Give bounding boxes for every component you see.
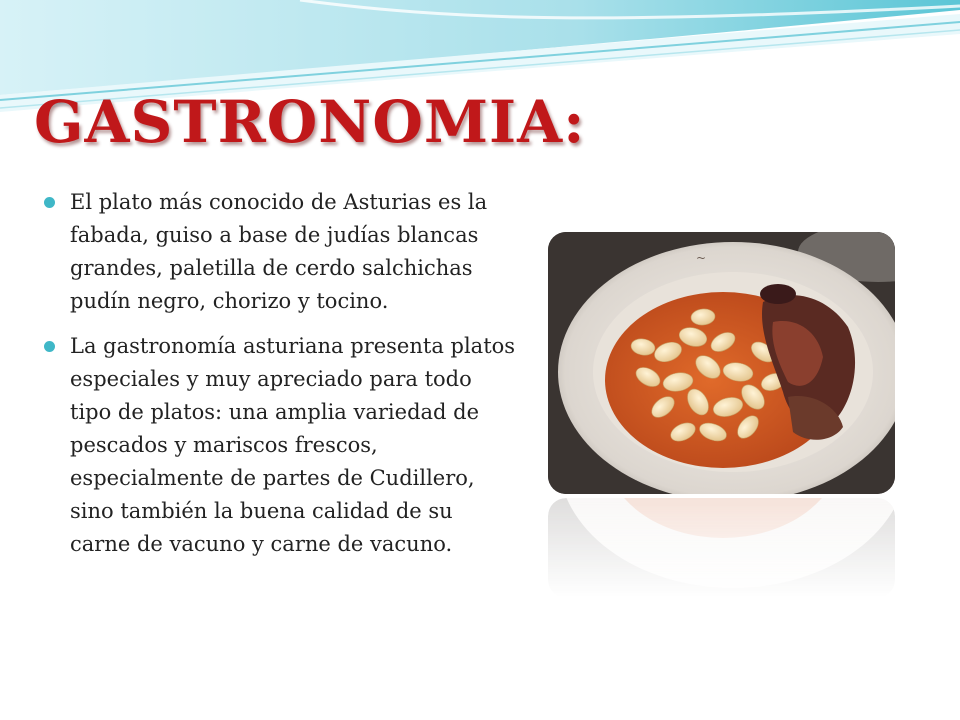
bullet-text: La gastronomía asturiana presenta platos especiales y muy apreciado para todo tipo de platos: una amplia variedad de pescados y mariscos frescos, especialmente de partes de Cudillero, sino también la buena calidad de su carne de vacuno y carne de vacuno. [70,334,516,556]
bullet-item [44,186,519,318]
slide-title: GASTRONOMIA: [34,88,586,156]
photo-reflection [548,498,895,598]
svg-text:~: ~ [696,251,707,265]
bullet-text: El plato más conocido de Asturias es la fabada, guiso a base de judías blancas grandes, paletilla de cerdo salchichas pudín negro, chorizo y tocino. [70,190,488,313]
bullet-list [44,186,519,573]
bullet-dot-icon [44,341,55,352]
fabada-dish-illustration [548,232,895,494]
fabada-photo [548,232,895,494]
bullet-item [44,330,519,561]
bullet-dot-icon [44,197,55,208]
